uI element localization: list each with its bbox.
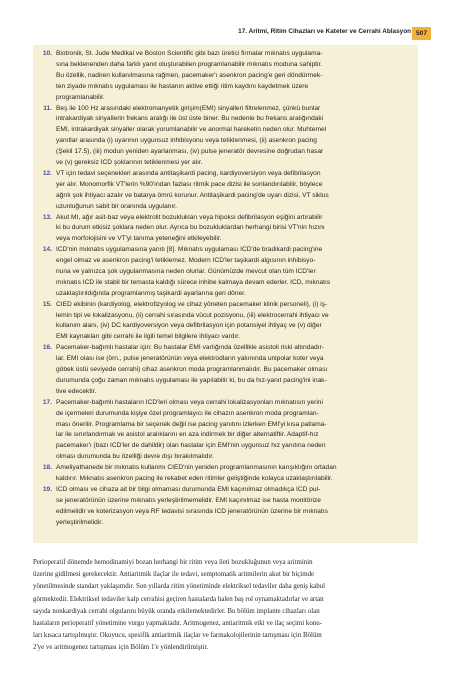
text-line: kullanım alanı, (iv) DC kardiyoversiyon veya defibrilasyon için potansiyel ihtiyaç ve (v) diğer [56, 322, 322, 330]
item-text [56, 213, 325, 246]
text-line: nuna ve yalnızca şok uygulanmasına neden olurlar. Günümüzde mevcut olan tüm ICD'ler [56, 267, 316, 275]
text-line: yerleştirilmelidir. [56, 518, 103, 526]
text-line: kaldırır. Mıknatıs asenkron pacing ile rekabet eden ritimler geliştiğinde kolayca uzaklaştırılabilir. [56, 475, 333, 483]
text-line: de içermeleri durumunda kişiye özel programlayıcı ile cihazın asenkron moda programlan- [56, 409, 319, 417]
paragraph-line: sayıda nonkardiyak cerrahi olgularını büyük oranda etkilemektedirler. Bu bölüm implante cihazları olan [33, 607, 320, 615]
item-text [56, 398, 327, 463]
item-text [56, 463, 337, 485]
running-header [0, 27, 453, 41]
text-line: olması durumunda bu özelliği devre dışı bırakılmalıdır. [56, 453, 214, 461]
text-line: ması önerilir. Programlama bir seçenek değil ise pacing yanıtını izlerken EMI'yi kısa patlama- [56, 420, 327, 428]
text-line: durumunda çoğu zaman mıknatıs uygulaması ile yapılabilir ki, bu da hız-yanıt pacing'ini inak- [56, 376, 327, 384]
text-line: lar ile sınırlandırmak ve asistol aralıklarını en aza indirmek bir diğer alternatiftir. Adaptif-hız [56, 431, 319, 439]
item-number: 12. [42, 169, 52, 177]
text-line: (Şekil 17.5), (iii) modun yeniden ayarlanması, (iv) pulse jeneratör devresine doğrudan hasar [56, 148, 324, 156]
item-number: 14. [42, 246, 52, 254]
text-line: Pacemaker-bağımlı hastaların ICD'leri olması veya cerrahi lokalizasyonları mıknatısın yerini [56, 398, 323, 406]
text-line: ICD olması ve cihaza ait bir bilgi olmaması durumunda EMI kaçınılmaz olmadıkça ICD pul- [56, 486, 321, 493]
item-text [56, 485, 328, 529]
text-line: yanıtlar arasında (i) uyarının uygunsuz inhibisyonu veya tetiklenmesi, (ii) asenkron pacing [56, 137, 317, 145]
text-line: mıknatıs ICD ile stabil bir temasta kaldığı sürece inhibe kalmaya devam ederler. ICD, mıknatıs [56, 278, 331, 286]
text-line: yer alır. Monomorfik VT'lerin %90'ından fazlası ritmik pace dizisi ile sonlandırılabilir, böylece [56, 180, 323, 188]
text-line: Beş ile 100 Hz arasındaki elektromanyetik girişim(EMI) sinyalleri filtrelenmez, çünkü bunlar [56, 104, 321, 112]
text-line: Bu özellik, nadiren kullanılmasına rağmen, pacemaker'ı asenkron pacing'e geri döndürmek- [56, 71, 323, 79]
item-text [56, 104, 326, 169]
text-line: sına beklenenden daha farklı yanıt oluşturabilen programlanabilir mıknatıs moduna sahiptir. [56, 60, 323, 68]
item-number: 11. [43, 104, 52, 112]
body-paragraph [33, 557, 423, 655]
text-line: ve (v) gereksiz ICD şoklarının tetiklenmesi yer alır. [56, 158, 203, 166]
item-text [56, 169, 329, 213]
text-line: programlanabilir. [56, 93, 105, 101]
item-number: 16. [42, 344, 52, 352]
text-line: edilmelidir ve koterizasyon veya RF tedavisi sırasında ICD jeneratörünün üzerine bir mıknatıs [56, 507, 328, 515]
text-line: lar. EMI olası ise (örn., pulse jeneratörünün veya elektrodların yakınında unipolar koter veya [56, 355, 324, 363]
text-line: engel olmaz ve asenkron pacing'i tetiklemez. Modern ICD'ler taşikardi algısının inhibisyo- [56, 257, 316, 265]
text-line: ağrılı şok ihtiyacı azalır ve batarya ömrü korunur. Antitaşikardi pacing'de uyarı dizisi, VT siklus [56, 191, 329, 199]
item-number: 19. [42, 486, 52, 493]
text-line: CIED ekibinin (kardiyolog, elektrofizyolog ve cihaz yöneten pacemaker klinik personeli), (i) iş- [56, 300, 328, 308]
text-line: ten ziyade mıknatıs uygulaması ile hastanın aktive ettiği ritim kaydını kaydetmek üzere [56, 82, 309, 90]
item-text [56, 300, 329, 344]
text-line: Pacemaker-bağımlı hastalar için: Bu hastalar EMI varlığında özellikle asistoli riski altındadır- [56, 344, 324, 352]
text-line: lemin tipi ve lokalizasyonu, (ii) cerrahi sırasında vücut pozisyonu, (iii) elektrocerrahi ihtiyacı ve [56, 311, 329, 319]
paragraph-line: görmektedir. Elektriksel tedaviler kalp cerrahisi geçiren hastalarda halen baş rol oynamaktadırlar ve artan [33, 595, 324, 603]
item-number: 17. [42, 398, 52, 406]
text-line: pacemaker'ı (bazı ICD'ler de dahildir) olan hastalar için EMI'nin uygunsuz hız yanıtına neden [56, 442, 326, 450]
text-line: tive edecektir. [56, 387, 97, 395]
text-line: uzunluğunun sabit bir oranında uygulanır. [56, 202, 177, 210]
text-line: VT için tedavi seçenekleri arasında antitaşikardi pacing, kardiyoversiyon veya defibrilasyon [56, 169, 321, 177]
text-line: EMI kaynakları gibi cerrahi ile ilgili temel bilgilere ihtiyacı vardır. [56, 333, 240, 341]
paragraph-line: Perioperatif dönemde hemodinamiyi bozan herhangi bir ritim veya ileti bozukluğunun veya aritminin [33, 559, 313, 566]
text-line: ki bu durum etkisiz şoklara neden olur. Ayrıca bu bozukluklardan herhangi birisi VT'nin hızını [56, 224, 325, 232]
text-line: intrakardiyak sinyallerin frekans aralığı ile üst üste biner. Bu nedenle bu frekans aralığındaki [56, 115, 324, 123]
item-text [56, 245, 330, 299]
text-line: uzaklaştırıldığında programlanmış taşikardi ayarlarına geri döner. [56, 289, 246, 297]
paragraph-line: yönetilmesinde standart yaklaşımdır. Son yıllarda ritim yönetiminde elektriksel tedaviler daha geniş kabul [33, 583, 326, 591]
paragraph-line: ları kısaca tartışılmıştır. Okuyucu, spesifik antiaritmik ilaçlar ve farmakolojilerinin tartışması için Bölüm [33, 632, 322, 640]
text-line: veya morfolojisini ve VT'yi tanıma yeteneğini etkileyebilir. [56, 235, 222, 243]
paragraph-line: 2'ye ve aritmogenez tartışması için Bölüm 1'e yönlendirilmiştir. [33, 644, 209, 652]
item-number: 13. [42, 213, 52, 221]
text-line: se jeneratörünün üzerine mıknatıs yerleştirilmemelidir. EMI kaçınılmaz ise hasta monitörize [56, 496, 321, 504]
paragraph-line: üzerine gidilmesi gerekecektir. Antiaritmik ilaçlar ile tedavi, semptomatik aritmilerin akut bir biçimde [33, 571, 315, 579]
text-line: ICD'nin mıknatıs uygulamasına yanıtı [8]. Mıknatıs uygulaması ICD'de bradikardi pacing'ine [56, 246, 323, 254]
paragraph-line: hastaların perioperatif yönetimine vurgu yapmaktadır. Aritmogenez, antiaritmik etki ve ilaç seçimi konu- [33, 620, 322, 628]
item-number: 15. [42, 300, 52, 308]
item-text [56, 49, 322, 103]
notes-box [33, 45, 418, 543]
chapter-title: 17. Aritmi, Ritim Cihazları ve Kateter ve Cerrahi Ablasyon [238, 28, 411, 35]
text-line: Biotronik, St. Jude Medikal ve Boston Scientific gibi bazı üretici firmalar mıknatıs uygulama- [56, 50, 323, 57]
page-number: 507 [412, 27, 431, 40]
text-line: göbek üstü seviyede cerrahi) cihaz asenkron moda programlanmalıdır. Bu pacemaker olması [56, 366, 328, 374]
item-number: 10. [42, 50, 52, 57]
text-line: EMI, intrakardiyak sinyaller olarak yorumlanabilir ve anormal hareketin neden olur. Muhtemel [56, 126, 327, 134]
text-line: Akut MI, ağır asit-baz veya elektrolit bozuklukları veya hipoksi defibrilasyon eşiğini artırabilir [56, 213, 323, 221]
item-number: 18. [42, 464, 52, 472]
item-text [56, 343, 327, 397]
text-line: Ameliyathanede bir mıknatıs kullanmı CIED'nin yeniden programlanmasının karışıklığını ortadan [56, 464, 337, 472]
